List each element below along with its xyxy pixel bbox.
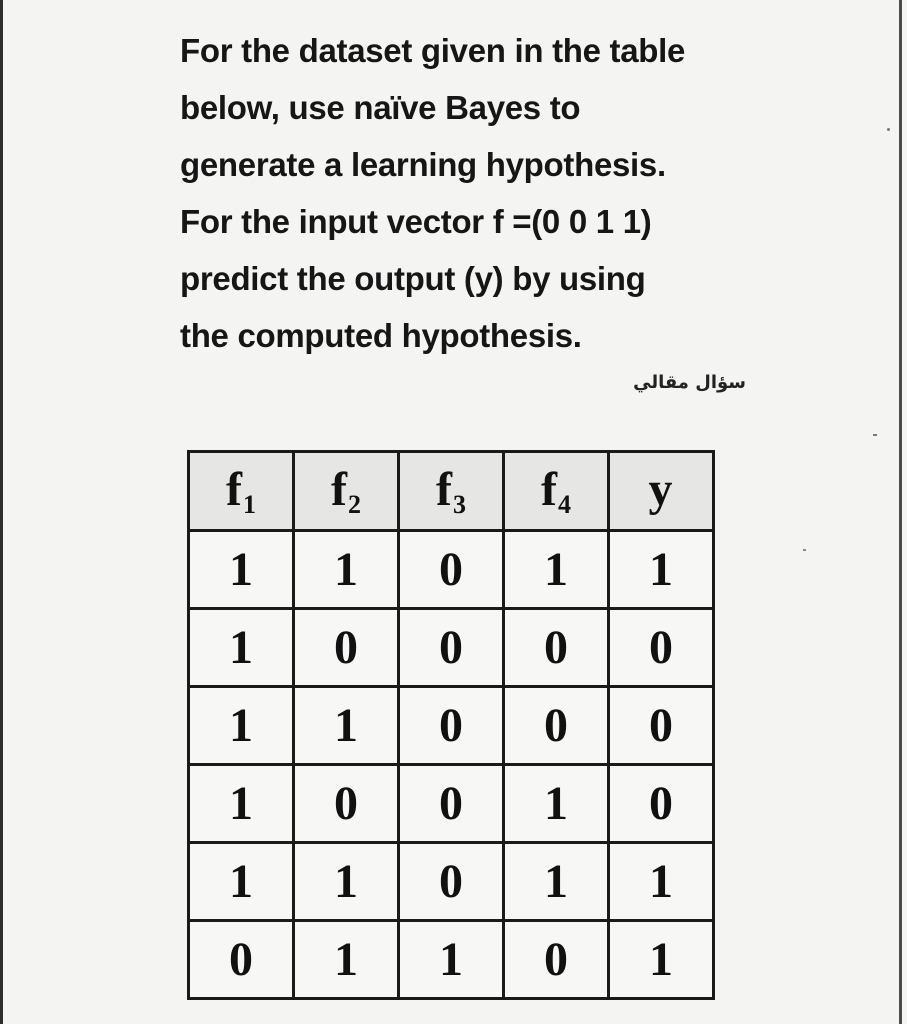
table-row — [189, 609, 714, 687]
header-base: f — [541, 463, 557, 516]
table-row — [189, 843, 714, 921]
table-cell: 1 — [294, 843, 399, 921]
header-subscript: 3 — [452, 490, 466, 519]
speck — [873, 434, 877, 436]
table-cell: 0 — [504, 609, 609, 687]
question-line-4: For the input vector f =(0 0 1 1) — [180, 203, 652, 240]
header-base: f — [226, 463, 242, 516]
table-cell: 1 — [504, 843, 609, 921]
table-cell: 0 — [294, 609, 399, 687]
table-row — [189, 687, 714, 765]
table-cell: 0 — [399, 609, 504, 687]
table-cell: 1 — [399, 921, 504, 999]
table-cell: 0 — [399, 843, 504, 921]
table-cell: 0 — [609, 765, 714, 843]
question-text — [180, 22, 780, 364]
header-subscript: 4 — [557, 490, 571, 519]
header-y — [609, 452, 714, 531]
table-cell: 1 — [189, 531, 294, 609]
table-cell: 0 — [189, 921, 294, 999]
table-header-row — [189, 452, 714, 531]
speck — [803, 549, 806, 551]
table-cell: 0 — [609, 609, 714, 687]
table-cell: 0 — [294, 765, 399, 843]
question-line-2: below, use naïve Bayes to — [180, 89, 581, 126]
table-cell: 1 — [609, 843, 714, 921]
table-cell: 1 — [189, 765, 294, 843]
header-f2 — [294, 452, 399, 531]
table-cell: 0 — [399, 765, 504, 843]
table-cell: 0 — [504, 921, 609, 999]
table-row — [189, 531, 714, 609]
header-subscript: 2 — [347, 490, 361, 519]
table-cell: 1 — [609, 531, 714, 609]
speck — [887, 128, 890, 131]
header-f3 — [399, 452, 504, 531]
table-cell: 1 — [189, 609, 294, 687]
dataset-table — [187, 450, 715, 1000]
table-cell: 1 — [294, 687, 399, 765]
table-cell: 1 — [294, 531, 399, 609]
header-base: y — [648, 463, 673, 516]
table-cell: 0 — [609, 687, 714, 765]
table-cell: 1 — [609, 921, 714, 999]
table-row — [189, 921, 714, 999]
table-cell: 1 — [294, 921, 399, 999]
question-line-6: the computed hypothesis. — [180, 317, 582, 354]
table-row — [189, 765, 714, 843]
table-cell: 1 — [189, 843, 294, 921]
header-f1 — [189, 452, 294, 531]
dataset-table-container — [187, 450, 715, 1000]
question-line-5: predict the output (y) by using — [180, 260, 646, 297]
table-cell: 0 — [399, 531, 504, 609]
header-base: f — [331, 463, 347, 516]
table-cell: 1 — [504, 765, 609, 843]
left-frame-border — [0, 0, 3, 1024]
header-base: f — [436, 463, 452, 516]
table-cell: 1 — [504, 531, 609, 609]
table-cell: 0 — [504, 687, 609, 765]
table-cell: 0 — [399, 687, 504, 765]
header-subscript: 1 — [242, 490, 256, 519]
question-line-3: generate a learning hypothesis. — [180, 146, 666, 183]
question-line-1: For the dataset given in the table — [180, 32, 686, 69]
table-cell: 1 — [189, 687, 294, 765]
header-f4 — [504, 452, 609, 531]
right-frame-border — [899, 0, 902, 1024]
question-type-tag: سؤال مقالي — [633, 372, 746, 393]
